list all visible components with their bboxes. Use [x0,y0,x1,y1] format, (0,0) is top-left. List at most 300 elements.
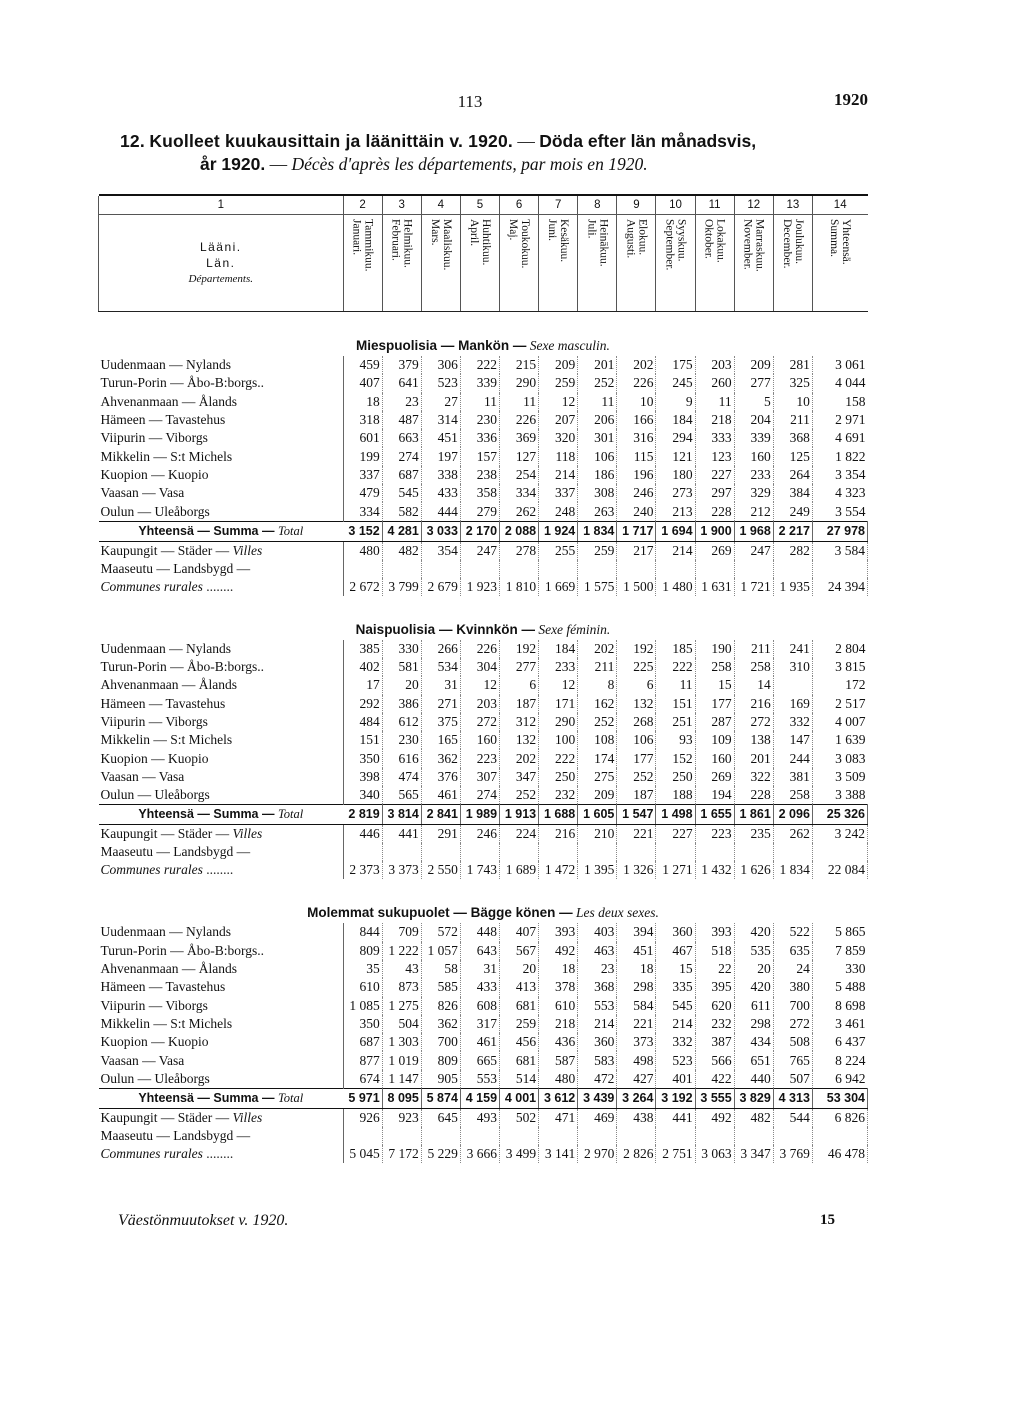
footer-publication: Väestönmuutokset v. 1920. [118,1212,289,1229]
total-label-text: Yhteensä — Summa — [138,807,275,822]
table-cell: 581 [382,658,421,676]
table-cell: 147 [773,731,812,749]
total-cell: 1 498 [656,805,695,825]
total-label-french: Total [277,807,304,822]
table-cell: 24 [773,960,812,978]
header-month-label: Helmikuu. [401,219,414,268]
rural-cell: 3 499 [500,1145,539,1163]
table-cell: 277 [734,374,773,392]
empty-cell [578,843,617,861]
table-cell: 308 [578,484,617,502]
header-month-label: September. [663,219,676,271]
table-cell: 169 [773,695,812,713]
table-cell: 132 [617,695,656,713]
province-name: Kuopion — Kuopio [99,749,344,767]
urban-label-french: Villes [232,542,263,558]
province-name: Kuopion — Kuopio [99,466,344,484]
urban-cell: 482 [734,1109,773,1128]
empty-cell [695,843,734,861]
table-row [99,997,868,1015]
column-number: 2 [343,196,382,215]
table-cell: 310 [773,658,812,676]
urban-cell: 247 [460,541,499,560]
rural-cell: 46 478 [812,1145,867,1163]
page-year: 1920 [834,90,868,109]
header-month-label: Februari. [389,219,402,261]
table-cell: 332 [656,1033,695,1051]
table-row [99,484,868,502]
header-month-label: Oktober. [702,219,715,259]
header-month-text [742,219,766,307]
table-cell: 188 [656,786,695,805]
total-row [99,1089,868,1109]
empty-cell [460,560,499,578]
rural-cell: 3 063 [695,1145,734,1163]
table-row [99,695,868,713]
table-cell: 433 [460,978,499,996]
empty-cell [539,843,578,861]
table-cell: 1 639 [835,732,866,748]
title-finnish: Kuolleet kuukausittain ja läänittäin v. 1920. [149,131,513,151]
table-cell: 1 147 [382,1070,421,1089]
table-cell: 177 [695,695,734,713]
table-cell: 459 [343,356,382,374]
leader-dots: ........ [202,1146,234,1162]
table-cell: 245 [656,374,695,392]
table-cell: 20 [382,676,421,694]
table-cell: 387 [695,1033,734,1051]
urban-cell: 210 [578,825,617,844]
urban-cell: 3 584 [812,541,867,560]
table-cell: 207 [539,411,578,429]
header-month-label: Heinäkuu. [597,219,610,267]
urban-cell: 354 [421,541,460,560]
header-month-text [546,219,570,307]
urban-label [99,541,344,560]
urban-cell: 492 [695,1109,734,1128]
table-cell: 165 [421,731,460,749]
table-cell: 1 019 [382,1051,421,1069]
total-cell: 8 095 [382,1089,421,1109]
table-cell: 160 [695,749,734,767]
table-cell: 314 [421,411,460,429]
table-cell: 281 [773,356,812,374]
title-separator-2: — [269,154,288,174]
table-cell: 1 222 [382,942,421,960]
province-name: Hämeen — Tavastehus [99,411,344,429]
table-cell: 151 [343,731,382,749]
rural-row [99,1145,868,1163]
table-row [99,960,868,978]
table-cell: 420 [734,923,773,941]
rural-label-french-cell [99,1145,344,1163]
table-cell: 584 [617,997,656,1015]
header-lan-label: Län. [206,256,236,270]
table-cell: 172 [845,677,866,693]
table-cell: 402 [343,658,382,676]
table-cell: 373 [617,1033,656,1051]
table-cell: 665 [460,1051,499,1069]
title-swedish-year: år 1920. [200,154,266,174]
table-cell: 8 224 [835,1052,866,1068]
table-cell: 266 [421,640,460,658]
header-month-label: Maj. [507,219,520,241]
rural-cell: 2 826 [617,1145,656,1163]
table-cell: 272 [773,1015,812,1033]
province-name: Vaasan — Vasa [99,1051,344,1069]
table-cell: 826 [421,997,460,1015]
header-month [343,215,382,312]
table-cell: 312 [500,713,539,731]
table-cell: 249 [773,502,812,521]
table-cell: 204 [734,411,773,429]
empty-cell [578,560,617,578]
table-cell: 212 [734,502,773,521]
header-month-label: December. [780,219,793,269]
column-number: 14 [812,196,867,215]
table-row [99,447,868,465]
rural-cell: 2 550 [421,861,460,879]
table-cell: 184 [539,640,578,658]
leader-dots: ........ [202,578,234,594]
table-row [99,356,868,374]
table-cell: 93 [656,731,695,749]
header-month-text [781,219,805,307]
table-cell: 334 [343,502,382,521]
province-name: Viipurin — Viborgs [99,429,344,447]
column-number: 8 [578,196,617,215]
table-cell: 378 [539,978,578,996]
total-label-text: Yhteensä — Summa — [138,523,275,538]
table-cell: 192 [617,640,656,658]
table-cell: 271 [421,695,460,713]
province-name: Uudenmaan — Nylands [99,356,344,374]
table-cell: 376 [421,768,460,786]
table-cell: 202 [578,640,617,658]
section-heading [99,596,868,640]
total-cell: 3 829 [734,1089,773,1109]
rural-label-french: Communes rurales [100,578,203,594]
table-cell: 14 [734,676,773,694]
province-name: Viipurin — Viborgs [99,713,344,731]
table-cell: 218 [695,411,734,429]
table-cell: 166 [617,411,656,429]
section-heading-row [99,312,868,357]
urban-row [99,541,868,560]
rural-cell: 2 672 [343,578,382,596]
urban-cell: 246 [460,825,499,844]
urban-cell: 216 [539,825,578,844]
rural-cell: 24 394 [812,578,867,596]
urban-label-french: Villes [232,1110,263,1126]
table-cell: 905 [421,1070,460,1089]
table-cell: 3 815 [835,659,866,675]
section-title-french: Sexe féminin. [538,621,611,637]
header-month [656,215,695,312]
table-cell: 514 [500,1070,539,1089]
table-cell: 316 [617,429,656,447]
table-cell: 612 [382,713,421,731]
rural-cell: 3 373 [382,861,421,879]
table-cell: 620 [695,997,734,1015]
table-cell: 394 [617,923,656,941]
section-title: Molemmat sukupuolet — Bägge könen — [307,905,573,921]
total-row [99,521,868,541]
total-cell: 4 313 [773,1089,812,1109]
header-month-text [624,219,648,307]
table-cell: 385 [343,640,382,658]
table-cell: 272 [460,713,499,731]
table-cell: 222 [460,356,499,374]
table-cell: 534 [421,658,460,676]
table-cell: 765 [773,1051,812,1069]
table-cell: 190 [695,640,734,658]
table-cell: 11 [460,393,499,411]
table-cell: 269 [695,768,734,786]
header-month-label: Joulukuu. [792,219,805,265]
table-row [99,658,868,676]
table-cell: 362 [421,749,460,767]
table-cell: 393 [695,923,734,941]
table-row [99,942,868,960]
rural-cell: 1 669 [539,578,578,596]
total-cell: 2 841 [421,805,460,825]
table-cell: 10 [617,393,656,411]
table-cell: 566 [695,1051,734,1069]
table-cell: 1 057 [421,942,460,960]
table-cell: 663 [382,429,421,447]
urban-cell: 259 [578,541,617,560]
empty-cell [578,1127,617,1145]
urban-cell: 214 [656,541,695,560]
total-cell: 5 971 [343,1089,382,1109]
total-cell: 4 281 [382,521,421,541]
urban-cell: 471 [539,1109,578,1128]
rural-cell: 1 626 [734,861,773,879]
table-cell: 254 [500,466,539,484]
table-cell: 451 [421,429,460,447]
table-cell: 262 [500,502,539,521]
column-number: 1 [99,196,344,215]
title-separator: — [517,131,535,151]
table-cell: 368 [773,429,812,447]
table-cell: 206 [578,411,617,429]
table-row [99,1033,868,1051]
table-cell: 3 061 [835,357,866,373]
header-month-label: Toukokuu. [519,219,532,269]
column-number: 9 [617,196,656,215]
urban-cell: 221 [617,825,656,844]
empty-cell [460,843,499,861]
rural-cell: 1 575 [578,578,617,596]
province-name: Uudenmaan — Nylands [99,923,344,941]
table-cell: 187 [500,695,539,713]
empty-cell [460,1127,499,1145]
table-cell: 809 [343,942,382,960]
column-number: 3 [382,196,421,215]
total-cell: 2 088 [500,521,539,541]
header-month [773,215,812,312]
section-heading [99,879,868,923]
empty-cell [734,1127,773,1145]
table-cell: 209 [578,786,617,805]
table-cell: 194 [695,786,734,805]
empty-cell [617,560,656,578]
table-cell: 651 [734,1051,773,1069]
table-cell: 567 [500,942,539,960]
empty-cell [812,843,867,861]
table-row [99,1070,868,1089]
urban-cell: 6 826 [812,1109,867,1128]
table-cell: 553 [578,997,617,1015]
table-cell: 186 [578,466,617,484]
table-cell: 238 [460,466,499,484]
table-cell: 202 [500,749,539,767]
table-cell: 369 [500,429,539,447]
table-cell: 611 [734,997,773,1015]
header-month-text [390,219,414,307]
total-cell: 1 605 [578,805,617,825]
header-lan [99,215,344,312]
header-month-text [429,219,453,307]
table-cell: 401 [656,1070,695,1089]
table-title [120,130,880,176]
table-cell: 174 [578,749,617,767]
table-cell: 259 [539,374,578,392]
table-row [99,749,868,767]
header-month-label: Mars. [428,219,441,246]
table-cell: 700 [773,997,812,1015]
empty-cell [695,1127,734,1145]
column-header-row [99,215,868,312]
table-cell: 292 [343,695,382,713]
header-month [617,215,656,312]
total-cell: 1 900 [695,521,734,541]
column-number: 6 [500,196,539,215]
table-cell: 318 [343,411,382,429]
urban-row [99,825,868,844]
table-cell: 180 [656,466,695,484]
table-cell: 492 [539,942,578,960]
rural-cell: 1 810 [500,578,539,596]
table-cell: 2 517 [835,695,866,711]
empty-cell [617,1127,656,1145]
total-cell: 53 304 [812,1089,867,1109]
rural-cell: 2 679 [421,578,460,596]
table-cell: 687 [382,466,421,484]
table-cell: 479 [343,484,382,502]
table-cell: 498 [617,1051,656,1069]
total-cell: 1 717 [617,521,656,541]
urban-cell: 291 [421,825,460,844]
table-cell: 250 [656,768,695,786]
rural-row [99,861,868,879]
total-cell: 1 968 [734,521,773,541]
table-cell: 4 007 [835,714,866,729]
table-cell: 304 [460,658,499,676]
rural-cell: 1 834 [773,861,812,879]
total-cell: 1 913 [500,805,539,825]
table-cell: 230 [460,411,499,429]
table-cell: 395 [695,978,734,996]
urban-cell: 223 [695,825,734,844]
table-cell: 35 [343,960,382,978]
table-cell: 480 [539,1070,578,1089]
table-cell: 294 [656,429,695,447]
table-cell: 325 [773,374,812,392]
table-cell: 350 [343,749,382,767]
empty-cell [343,1127,382,1145]
table-cell: 681 [500,997,539,1015]
section-title: Naispuolisia — Kvinnkön — [355,621,535,637]
table-cell: 226 [500,411,539,429]
page-number: 113 [457,92,483,111]
table-cell: 877 [343,1051,382,1069]
urban-cell: 3 242 [812,825,867,844]
column-number: 12 [734,196,773,215]
table-cell: 610 [539,997,578,1015]
rural-label: Maaseutu — Landsbygd — [99,843,344,861]
table-cell: 230 [382,731,421,749]
empty-cell [500,1127,539,1145]
header-month-label: Juli. [585,219,598,239]
header-month-text [828,219,852,307]
total-cell: 3 152 [343,521,382,541]
table-cell: 7 859 [835,942,866,958]
urban-cell: 235 [734,825,773,844]
table-cell: 222 [539,749,578,767]
table-cell: 2 804 [835,640,866,656]
header-month-text [507,219,531,307]
table-row [99,676,868,694]
section-title: Miespuolisia — Mankön — [356,338,527,353]
rural-cell: 1 271 [656,861,695,879]
header-lan-label: Départements. [188,273,254,285]
total-label [99,521,344,541]
table-cell: 232 [539,786,578,805]
table-cell: 687 [343,1033,382,1051]
table-cell: 248 [539,502,578,521]
table-cell: 386 [382,695,421,713]
table-cell: 635 [773,942,812,960]
table-cell: 9 [656,393,695,411]
total-cell: 3 264 [617,1089,656,1109]
table-cell: 211 [578,658,617,676]
table-cell: 809 [421,1051,460,1069]
section-title-french: Les deux sexes. [576,905,659,921]
table-cell: 106 [578,447,617,465]
total-cell: 3 555 [695,1089,734,1109]
urban-cell: 217 [617,541,656,560]
table-cell: 5 [734,393,773,411]
table-cell: 213 [656,502,695,521]
header-month [539,215,578,312]
table-cell: 413 [500,978,539,996]
total-cell: 1 861 [734,805,773,825]
rural-cell: 1 743 [460,861,499,879]
total-cell: 2 217 [773,521,812,541]
table-cell: 641 [382,374,421,392]
table-cell: 31 [421,676,460,694]
empty-cell [656,843,695,861]
table-cell: 214 [578,1015,617,1033]
table-cell: 11 [695,393,734,411]
table-cell: 337 [539,484,578,502]
table-row [99,978,868,996]
urban-cell: 482 [382,541,421,560]
header-month-label: Lokakuu. [714,219,727,263]
table-cell: 456 [500,1033,539,1051]
